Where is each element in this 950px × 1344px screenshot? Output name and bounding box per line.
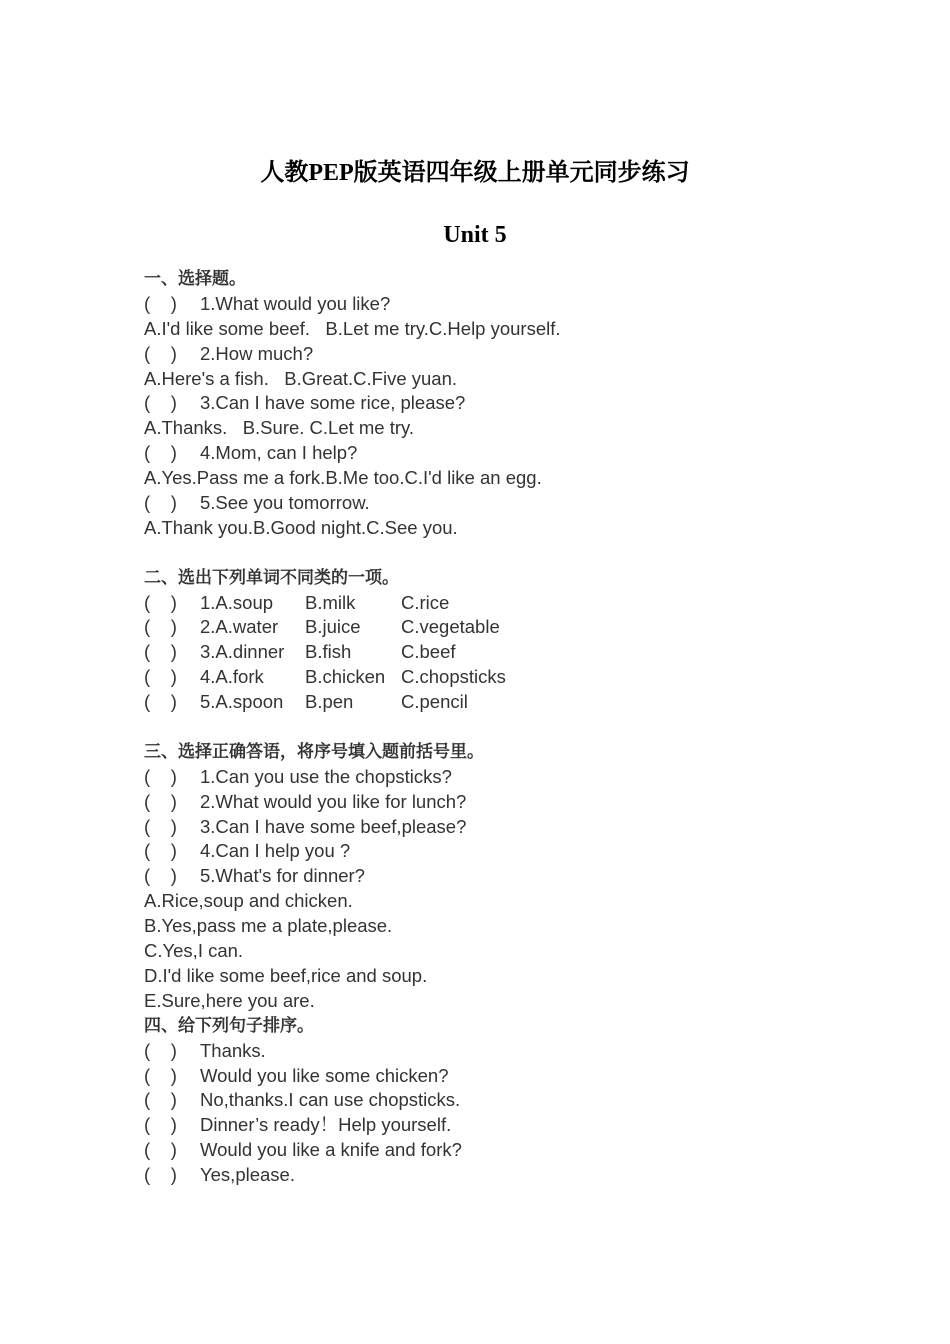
answer-bracket[interactable]: ( ) [144, 765, 177, 787]
word-group-item [144, 640, 864, 665]
word-group-item [144, 665, 864, 690]
answer-bracket[interactable]: ( ) [144, 1064, 177, 1086]
answer-bracket[interactable]: ( ) [144, 392, 177, 414]
option-b: B.fish [305, 641, 352, 663]
answer-bracket[interactable]: ( ) [144, 1139, 177, 1161]
question-text: 5.What's for dinner? [200, 865, 365, 887]
sentence-text: Yes,please. [200, 1164, 295, 1186]
options-line: A.I'd like some beef. B.Let me try.C.Help yourself. [144, 317, 561, 339]
answer-bracket[interactable]: ( ) [144, 840, 177, 862]
question-item [144, 391, 864, 416]
answer-option: B.Yes,pass me a plate,please. [144, 915, 393, 937]
option-a: 3.A.dinner [200, 641, 285, 663]
question-text: 2.What would you like for lunch? [200, 790, 467, 812]
answer-option: A.Rice,soup and chicken. [144, 890, 353, 912]
sentence-text: Dinner’s ready！Help yourself. [200, 1114, 452, 1136]
answer-bracket[interactable]: ( ) [144, 1164, 177, 1186]
sentence-item [144, 1064, 864, 1089]
option-b: B.milk [305, 591, 356, 613]
option-c: C.pencil [401, 691, 468, 713]
sentence-item [144, 1039, 864, 1064]
word-group-item [144, 690, 864, 715]
sentence-item [144, 1088, 864, 1113]
question-text: 1.What would you like? [200, 292, 391, 314]
answer-bracket[interactable]: ( ) [144, 342, 177, 364]
question-text: 1.Can you use the chopsticks? [200, 765, 452, 787]
document-title: 人教PEP版英语四年级上册单元同步练习 [260, 160, 690, 186]
section-4-heading: 四、给下列句子排序。 [144, 1015, 314, 1035]
sentence-item [144, 1113, 864, 1138]
spacer [144, 541, 864, 566]
answer-bracket[interactable]: ( ) [144, 865, 177, 887]
question-item [144, 342, 864, 367]
question-item [144, 864, 864, 889]
sentence-text: Would you like some chicken? [200, 1064, 449, 1086]
answer-option: D.I'd like some beef,rice and soup. [144, 964, 428, 986]
option-a: 2.A.water [200, 616, 279, 638]
question-item [144, 491, 864, 516]
question-item [144, 815, 864, 840]
question-text: 3.Can I have some rice, please? [200, 392, 466, 414]
spacer [144, 715, 864, 740]
worksheet-content [144, 267, 864, 1188]
option-b: B.juice [305, 616, 361, 638]
option-c: C.beef [401, 641, 456, 663]
answer-bracket[interactable]: ( ) [144, 1089, 177, 1111]
option-a: 5.A.spoon [200, 691, 284, 713]
answer-bracket[interactable]: ( ) [144, 666, 177, 688]
answer-bracket[interactable]: ( ) [144, 691, 177, 713]
options-line: A.Here's a fish. B.Great.C.Five yuan. [144, 367, 458, 389]
section-1-heading: 一、选择题。 [144, 269, 246, 288]
question-text: 4.Mom, can I help? [200, 442, 358, 464]
word-group-item [144, 591, 864, 616]
question-text: 4.Can I help you ? [200, 840, 351, 862]
answer-bracket[interactable]: ( ) [144, 641, 177, 663]
options-line: A.Thanks. B.Sure. C.Let me try. [144, 417, 415, 439]
section-2-heading: 二、选出下列单词不同类的一项。 [144, 567, 399, 587]
option-c: C.rice [401, 591, 450, 613]
question-text: 5.See you tomorrow. [200, 492, 370, 514]
question-item [144, 441, 864, 466]
question-item [144, 292, 864, 317]
sentence-text: Would you like a knife and fork? [200, 1139, 462, 1161]
options-line: A.Thank you.B.Good night.C.See you. [144, 516, 458, 538]
word-group-item [144, 615, 864, 640]
option-b: B.chicken [305, 666, 386, 688]
answer-bracket[interactable]: ( ) [144, 591, 177, 613]
question-text: 3.Can I have some beef,please? [200, 815, 467, 837]
answer-bracket[interactable]: ( ) [144, 616, 177, 638]
sentence-item [144, 1163, 864, 1188]
answer-bracket[interactable]: ( ) [144, 1114, 177, 1136]
answer-bracket[interactable]: ( ) [144, 1039, 177, 1061]
answer-option: C.Yes,I can. [144, 940, 244, 962]
answer-bracket[interactable]: ( ) [144, 292, 177, 314]
option-a: 4.A.fork [200, 666, 264, 688]
question-text: 2.How much? [200, 342, 314, 364]
options-line: A.Yes.Pass me a fork.B.Me too.C.I'd like an egg. [144, 467, 542, 489]
answer-bracket[interactable]: ( ) [144, 442, 177, 464]
unit-title: Unit 5 [443, 222, 507, 248]
question-item [144, 839, 864, 864]
answer-bracket[interactable]: ( ) [144, 492, 177, 514]
question-item [144, 765, 864, 790]
question-item [144, 790, 864, 815]
sentence-text: No,thanks.I can use chopsticks. [200, 1089, 461, 1111]
section-3-heading: 三、选择正确答语，将序号填入题前括号里。 [144, 741, 484, 761]
sentence-text: Thanks. [200, 1039, 266, 1061]
answer-bracket[interactable]: ( ) [144, 815, 177, 837]
option-a: 1.A.soup [200, 591, 274, 613]
option-b: B.pen [305, 691, 354, 713]
answer-bracket[interactable]: ( ) [144, 790, 177, 812]
option-c: C.vegetable [401, 616, 500, 638]
option-c: C.chopsticks [401, 666, 506, 688]
answer-option: E.Sure,here you are. [144, 989, 315, 1011]
sentence-item [144, 1138, 864, 1163]
